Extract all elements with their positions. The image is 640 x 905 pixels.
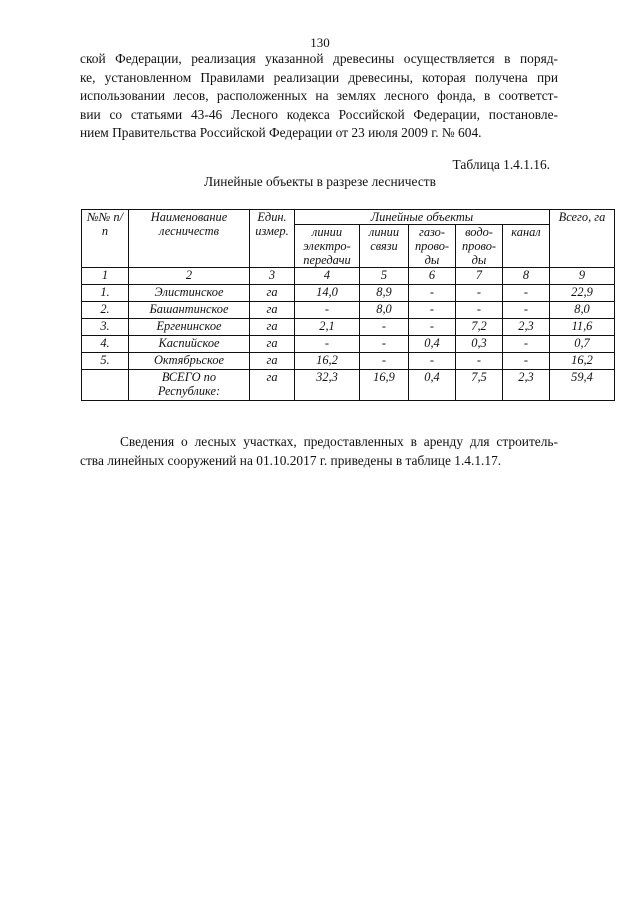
row-comm: 8,9 — [360, 285, 409, 302]
row-unit: га — [250, 319, 295, 336]
row-total: 22,9 — [550, 285, 615, 302]
closing-paragraph — [80, 433, 558, 470]
total-electric: 32,3 — [295, 370, 360, 401]
header-num: №№ п/п — [82, 210, 129, 268]
col-number: 4 — [295, 268, 360, 285]
table-row — [82, 336, 615, 353]
row-water: - — [456, 285, 503, 302]
intro-line: вии со статьями 43-46 Лесного кодекса Российской Федерации, постановле- — [80, 106, 558, 122]
row-comm: - — [360, 319, 409, 336]
header-electric: линии электро-передачи — [295, 225, 360, 268]
col-number: 7 — [456, 268, 503, 285]
col-number: 5 — [360, 268, 409, 285]
intro-line: ской Федерации, реализация указанной древесины осуществляется в поряд- — [80, 51, 558, 66]
row-canal: - — [503, 302, 550, 319]
total-name: ВСЕГО по Республике: — [129, 370, 250, 401]
row-canal: - — [503, 336, 550, 353]
row-name: Ергенинское — [129, 319, 250, 336]
column-number-row — [82, 268, 615, 285]
row-name: Октябрьское — [129, 353, 250, 370]
row-total: 8,0 — [550, 302, 615, 319]
row-gas: - — [409, 302, 456, 319]
closing-line: ства линейных сооружений на 01.10.2017 г. приведены в таблице 1.4.1.17. — [80, 452, 502, 468]
row-canal: 2,3 — [503, 319, 550, 336]
table-header-row — [82, 210, 615, 225]
closing-line: Сведения о лесных участках, предоставленных в аренду для строитель- — [120, 434, 558, 449]
row-electric: 14,0 — [295, 285, 360, 302]
row-unit: га — [250, 353, 295, 370]
intro-paragraph — [80, 50, 558, 143]
row-water: 0,3 — [456, 336, 503, 353]
row-electric: - — [295, 302, 360, 319]
col-number: 3 — [250, 268, 295, 285]
col-number: 8 — [503, 268, 550, 285]
header-gas: газо-прово-ды — [409, 225, 456, 268]
table-title: Линейные объекты в разрезе лесничеств — [204, 174, 436, 189]
col-number: 2 — [129, 268, 250, 285]
row-total: 11,6 — [550, 319, 615, 336]
row-num: 2. — [82, 302, 129, 319]
table-row — [82, 285, 615, 302]
header-comm: линии связи — [360, 225, 409, 268]
header-water: водо-прово-ды — [456, 225, 503, 268]
total-total: 59,4 — [550, 370, 615, 401]
total-water: 7,5 — [456, 370, 503, 401]
row-num: 1. — [82, 285, 129, 302]
col-number: 1 — [82, 268, 129, 285]
row-unit: га — [250, 336, 295, 353]
header-name: Наименование лесничеств — [129, 210, 250, 268]
row-comm: - — [360, 353, 409, 370]
total-comm: 16,9 — [360, 370, 409, 401]
header-total: Всего, га — [550, 210, 615, 268]
table-number: Таблица 1.4.1.16. — [452, 157, 550, 172]
row-electric: - — [295, 336, 360, 353]
row-total: 16,2 — [550, 353, 615, 370]
col-number: 9 — [550, 268, 615, 285]
row-comm: 8,0 — [360, 302, 409, 319]
row-water: - — [456, 353, 503, 370]
row-total: 0,7 — [550, 336, 615, 353]
row-comm: - — [360, 336, 409, 353]
header-canal: канал — [503, 225, 550, 268]
total-num — [82, 370, 129, 401]
page-number: 130 — [310, 35, 330, 50]
row-water: 7,2 — [456, 319, 503, 336]
row-canal: - — [503, 353, 550, 370]
row-gas: - — [409, 285, 456, 302]
total-canal: 2,3 — [503, 370, 550, 401]
row-gas: 0,4 — [409, 336, 456, 353]
intro-line: использовании лесов, расположенных на землях лесного фонда, в соответст- — [80, 88, 558, 103]
row-num: 4. — [82, 336, 129, 353]
row-gas: - — [409, 353, 456, 370]
row-name: Башантинское — [129, 302, 250, 319]
total-gas: 0,4 — [409, 370, 456, 401]
row-unit: га — [250, 285, 295, 302]
row-canal: - — [503, 285, 550, 302]
header-unit: Един. измер. — [250, 210, 295, 268]
table-row — [82, 353, 615, 370]
total-unit: га — [250, 370, 295, 401]
row-num: 5. — [82, 353, 129, 370]
table-row — [82, 319, 615, 336]
intro-line: ке, установленном Правилами реализации древесины, которая получена при — [80, 69, 558, 85]
table-row — [82, 302, 615, 319]
row-electric: 16,2 — [295, 353, 360, 370]
row-num: 3. — [82, 319, 129, 336]
intro-line: нием Правительства Российской Федерации от 23 июля 2009 г. № 604. — [80, 125, 482, 140]
total-row — [82, 370, 615, 401]
row-water: - — [456, 302, 503, 319]
row-unit: га — [250, 302, 295, 319]
row-gas: - — [409, 319, 456, 336]
header-group: Линейные объекты — [295, 210, 550, 225]
row-electric: 2,1 — [295, 319, 360, 336]
row-name: Каспийское — [129, 336, 250, 353]
row-name: Элистинское — [129, 285, 250, 302]
col-number: 6 — [409, 268, 456, 285]
linear-objects-table — [81, 209, 615, 401]
